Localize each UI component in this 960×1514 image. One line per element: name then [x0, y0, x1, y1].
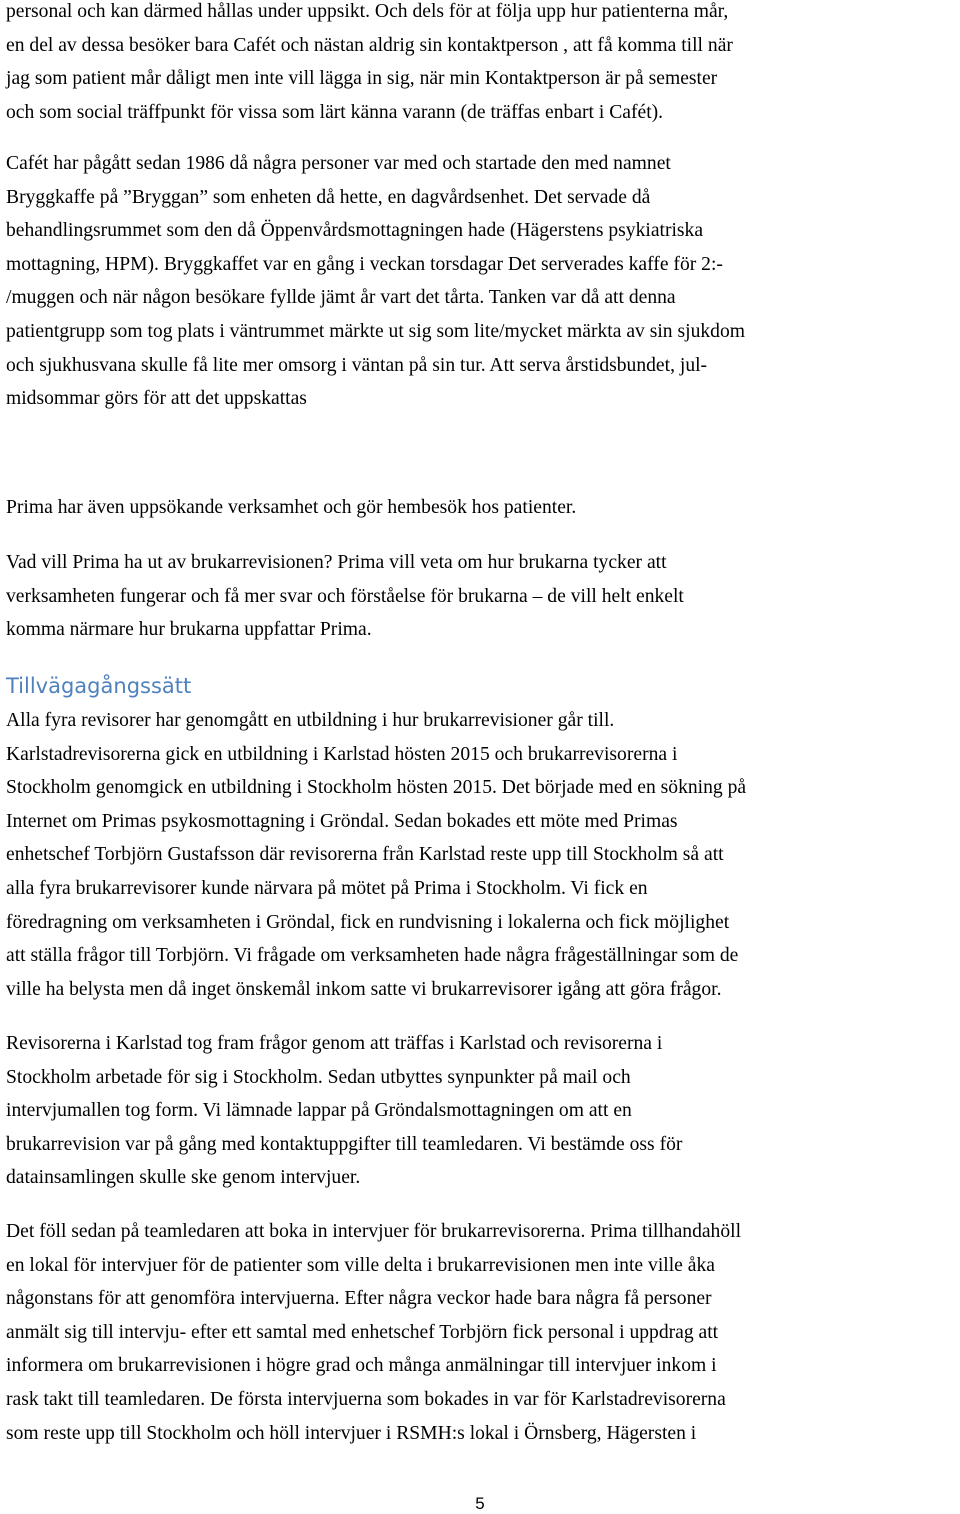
text-line: Stockholm genomgick en utbildning i Stockholm hösten 2015. Det började med en sökning på: [6, 777, 747, 799]
text-line: att ställa frågor till Torbjörn. Vi frågade om verksamheten hade några frågeställningar som de: [6, 945, 739, 967]
paragraph-cafe-history: [6, 147, 956, 416]
text-line: Vad vill Prima ha ut av brukarrevisionen? Prima vill veta om hur brukarna tycker att: [6, 552, 667, 573]
text-line: Prima har även uppsökande verksamhet och gör hembesök hos patienter.: [6, 497, 577, 518]
text-line: informera om brukarrevisionen i högre grad och många anmälningar till intervjuer inkom i: [6, 1355, 717, 1377]
text-line: Internet om Primas psykosmottagning i Gröndal. Sedan bokades ett möte med Primas: [6, 810, 678, 832]
text-line: datainsamlingen skulle ske genom intervjuer.: [6, 1167, 361, 1189]
text-line: en del av dessa besöker bara Cafét och nästan aldrig sin kontaktperson , att få komma till när: [6, 34, 733, 56]
text-line: brukarrevision var på gång med kontaktuppgifter till teamledaren. Vi bestämde oss för: [6, 1133, 683, 1155]
text-line: komma närmare hur brukarna uppfattar Prima.: [6, 619, 372, 641]
text-line: patientgrupp som tog plats i väntrummet märkte ut sig som lite/mycket märkta av sin sjukdom: [6, 320, 746, 342]
paragraph-method-training: [6, 704, 956, 1006]
text-line: en lokal för intervjuer för de patienter som ville delta i brukarrevisionen men inte ville åka: [6, 1254, 715, 1276]
text-line: Det föll sedan på teamledaren att boka in intervjuer för brukarrevisorerna. Prima tillhandahöll: [6, 1221, 742, 1242]
page-number: 5: [475, 1494, 485, 1513]
text-line: föredragning om verksamheten i Gröndal, fick en rundvisning i lokalerna och fick möjlighet: [6, 911, 730, 933]
text-line: intervjumallen tog form. Vi lämnade lappar på Gröndalsmottagningen om att en: [6, 1100, 632, 1122]
text-line: Bryggkaffe på ”Bryggan” som enheten då hette, en dagvårdsenhet. Det servade då: [6, 186, 651, 208]
text-line: enhetschef Torbjörn Gustafsson där revisorerna från Karlstad reste upp till Stockholm så att: [6, 844, 724, 866]
text-line: och sjukhusvana skulle få lite mer omsorg i väntan på sin tur. Att serva årstidsbundet, jul-: [6, 354, 708, 376]
text-line: Stockholm arbetade för sig i Stockholm. Sedan utbyttes synpunkter på mail och: [6, 1066, 631, 1088]
paragraph-cafe-purpose: [6, 0, 956, 129]
text-line: Alla fyra revisorer har genomgått en utbildning i hur brukarrevisioner går till.: [6, 710, 615, 731]
text-line: midsommar görs för att det uppskattas: [6, 388, 307, 410]
text-line: mottagning, HPM). Bryggkaffet var en gång i veckan torsdagar Det serverades kaffe för 2:-: [6, 253, 723, 275]
text-line: alla fyra brukarrevisorer kunde närvara på mötet på Prima i Stockholm. Vi fick en: [6, 877, 648, 899]
text-line: personal och kan därmed hållas under uppsikt. Och dels för at följa upp hur patienterna mår,: [6, 1, 729, 22]
text-line: ville ha belysta men då inget önskemål inkom satte vi brukarrevisorer igång att göra frågor.: [6, 978, 722, 1000]
text-line: behandlingsrummet som den då Öppenvårdsmottagningen hade (Hägerstens psykiatriska: [6, 220, 704, 242]
paragraph-goals: [6, 546, 956, 647]
text-line: någonstans för att genomföra intervjuerna. Efter några veckor hade bara några få personer: [6, 1288, 712, 1310]
paragraph-method-questions: [6, 1027, 956, 1195]
text-line: Cafét har pågått sedan 1986 då några personer var med och startade den med namnet: [6, 153, 671, 174]
paragraph-method-interviews: [6, 1215, 956, 1450]
text-line: jag som patient mår dåligt men inte vill lägga in sig, när min Kontaktperson är på semester: [6, 68, 718, 90]
text-line: och som social träffpunkt för vissa som lärt känna varann (de träffas enbart i Cafét).: [6, 101, 664, 123]
section-heading: Tillvägagångssätt: [6, 674, 192, 698]
text-line: /muggen och när någon besökare fyllde jämt år vart det tårta. Tanken var då att denna: [6, 287, 676, 309]
text-line: som reste upp till Stockholm och höll intervjuer i RSMH:s lokal i Örnsberg, Hägersten i: [6, 1422, 697, 1444]
text-line: verksamheten fungerar och få mer svar och förståelse för brukarna – de vill helt enkelt: [6, 585, 684, 607]
text-line: Karlstadrevisorerna gick en utbildning i Karlstad hösten 2015 och brukarrevisorerna i: [6, 743, 678, 765]
text-line: Revisorerna i Karlstad tog fram frågor genom att träffas i Karlstad och revisorerna i: [6, 1033, 663, 1054]
text-line: anmält sig till intervju- efter ett samtal med enhetschef Torbjörn fick personal i uppdrag att: [6, 1321, 719, 1343]
text-line: rask takt till teamledaren. De första intervjuerna som bokades in var för Karlstadrevisorerna: [6, 1388, 726, 1410]
paragraph-outreach: [6, 491, 956, 525]
